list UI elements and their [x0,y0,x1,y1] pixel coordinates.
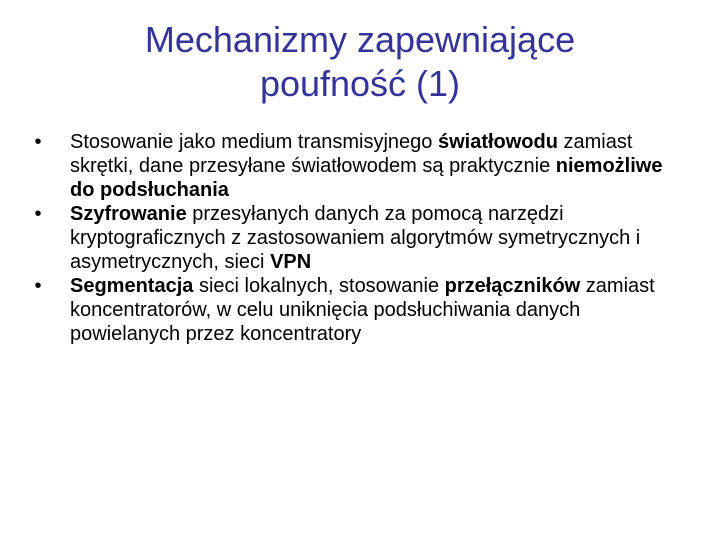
bullet-2-text-b: przesyłanych danych za pomocą narzędzi kryptograficznych z zastosowaniem algorytmów symetrycznych i asymetrycznych, sieci [70,203,641,273]
bullet-3-text-d: zamiast koncentratorów, w celu uniknięcia podsłuchiwania danych powielanych przez koncentratory [70,275,655,345]
bullet-3-text-c: przełączników [444,275,581,297]
bullet-2-text-a: Szyfrowanie [70,203,187,225]
bullet-item-fiber [28,130,678,202]
bullet-item-encryption [28,202,678,274]
slide-title-line-1: Mechanizmy zapewniające [144,19,576,60]
bullet-1-text-d: niemożliwe do podsłuchania [70,155,663,201]
bullet-3-text-a: Segmentacja [70,275,194,297]
bullet-icon: • [34,275,42,297]
bullet-item-segmentation [28,274,678,346]
bullet-icon: • [34,203,42,225]
bullet-1-text-b: światłowodu [437,131,558,153]
bullet-2-text-c: VPN [270,251,312,273]
bullet-1-text-c: zamiast skrętki, dane przesyłane światłowodem są praktycznie [70,131,633,177]
bullet-list [28,130,678,346]
slide-title-line-2: poufność (1) [259,63,461,104]
bullet-3-text-b: sieci lokalnych, stosowanie [193,275,445,297]
bullet-1-text-a: Stosowanie jako medium transmisyjnego [70,131,438,153]
slide-title [60,18,660,106]
bullet-icon: • [34,131,42,153]
